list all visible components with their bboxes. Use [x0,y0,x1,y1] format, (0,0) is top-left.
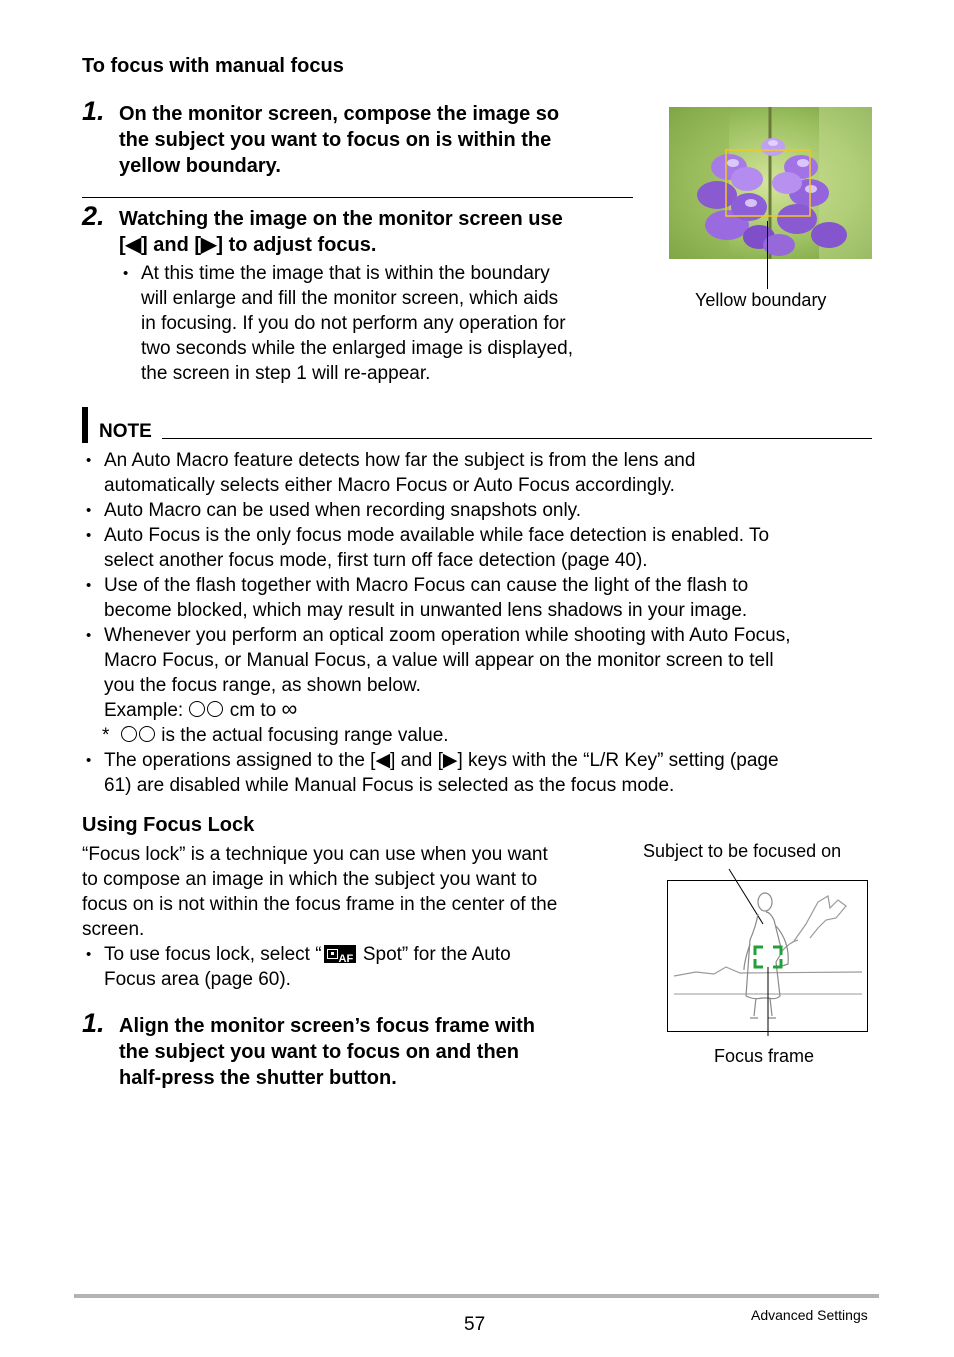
note-label: NOTE [99,421,152,442]
step-line: half-press the shutter button. [119,1067,397,1089]
note-line: become blocked, which may result in unwanted lens shadows in your image. [104,600,748,621]
example-footnote [102,723,882,748]
note-marker [82,407,88,443]
note-line: • Use of the flash together with Macro Focus can cause the light of the flash to [104,575,749,596]
list-item [82,623,882,748]
list-item [119,261,629,386]
intro-line: focus on is not within the focus frame in the center of the [82,894,558,915]
example-line [104,698,882,723]
section-name: Advanced Settings [751,1307,868,1323]
circle-placeholder-icon [207,701,223,717]
intro-line: screen. [82,919,145,940]
list-item [82,448,882,498]
flower-photo [669,107,872,259]
step-line: On the monitor screen, compose the image so [119,103,560,125]
bullet-line [104,942,612,967]
note-line: • Whenever you perform an optical zoom operation while shooting with Auto Focus, [104,625,791,646]
step-number: 1. [82,96,105,126]
spot-af-icon [324,945,356,963]
asterisk: * [102,725,110,746]
step-2-bullets [119,261,629,386]
circle-placeholder-icon [139,726,155,742]
step-line: the subject you want to focus on is within the [119,129,552,151]
example-unit: cm to [229,700,277,721]
bullet-line: two seconds while the enlarged image is displayed, [141,338,573,359]
intro-line: “Focus lock” is a technique you can use when you want [82,844,548,865]
list-item [82,573,882,623]
page-number: 57 [464,1314,486,1335]
note-line: automatically selects either Macro Focus or Auto Focus accordingly. [104,475,675,496]
example-prefix: Example: [104,700,184,721]
section-heading-manual-focus: To focus with manual focus [82,55,344,77]
step-number: 1. [82,1008,105,1038]
bullet-line: • At this time the image that is within the boundary [141,263,550,284]
note-line: you the focus range, as shown below. [104,675,421,696]
focus-lock-illustration [666,866,870,1036]
step-line: yellow boundary. [119,155,281,177]
intro-line: to compose an image in which the subject you want to [82,869,538,890]
note-line: select another focus mode, first turn off face detection (page 40). [104,550,648,571]
step-line: the subject you want to focus on and then [119,1041,520,1063]
note-rule [162,438,872,439]
note-list [82,448,882,798]
note-line: • Auto Macro can be used when recording snapshots only. [104,500,582,521]
leader-line [767,221,768,289]
step-1-instruction [119,101,639,179]
bullet-line: will enlarge and fill the monitor screen, which aids [141,288,559,309]
note-line: 61) are disabled while Manual Focus is selected as the focus mode. [104,775,675,796]
bullet-text: Spot” for the Auto [357,944,511,965]
list-item [82,523,882,573]
caption-focus-frame: Focus frame [714,1046,815,1066]
step-number: 2. [82,201,105,231]
note-line: • Auto Focus is the only focus mode available while face detection is enabled. To [104,525,770,546]
list-item [82,748,882,798]
bullet-text: To use focus lock, select “ [104,944,322,965]
focus-lock-bullets [82,942,612,992]
note-line: Macro Focus, or Manual Focus, a value will appear on the monitor screen to tell [104,650,774,671]
circle-placeholder-icon [189,701,205,717]
infinity-icon: ∞ [281,696,298,721]
bullet-line: Focus area (page 60). [104,969,291,990]
footer-rule [74,1294,879,1298]
af-icon-label: AF [338,953,354,965]
step-line: Align the monitor screen’s focus frame with [119,1015,535,1037]
step-line: [◀] and [▶] to adjust focus. [119,234,377,256]
divider [82,197,633,198]
circle-placeholder-icon [121,726,137,742]
note-line: • An Auto Macro feature detects how far the subject is from the lens and [104,450,696,471]
note-line: • The operations assigned to the [◀] and [▶] keys with the “L/R Key” setting (page [104,750,779,771]
step-line: Watching the image on the monitor screen use [119,208,563,230]
focus-lock-intro [82,842,612,942]
footnote-text: is the actual focusing range value. [161,725,449,746]
list-item [82,942,612,992]
focus-lock-step-1 [119,1013,619,1091]
bullet-line: in focusing. If you do not perform any operation for [141,313,566,334]
caption-yellow-boundary: Yellow boundary [695,290,827,310]
caption-subject: Subject to be focused on [643,841,842,861]
section-heading-focus-lock: Using Focus Lock [82,814,255,836]
bullet-line: the screen in step 1 will re-appear. [141,363,431,384]
step-2-instruction [119,206,639,258]
list-item [82,498,882,523]
